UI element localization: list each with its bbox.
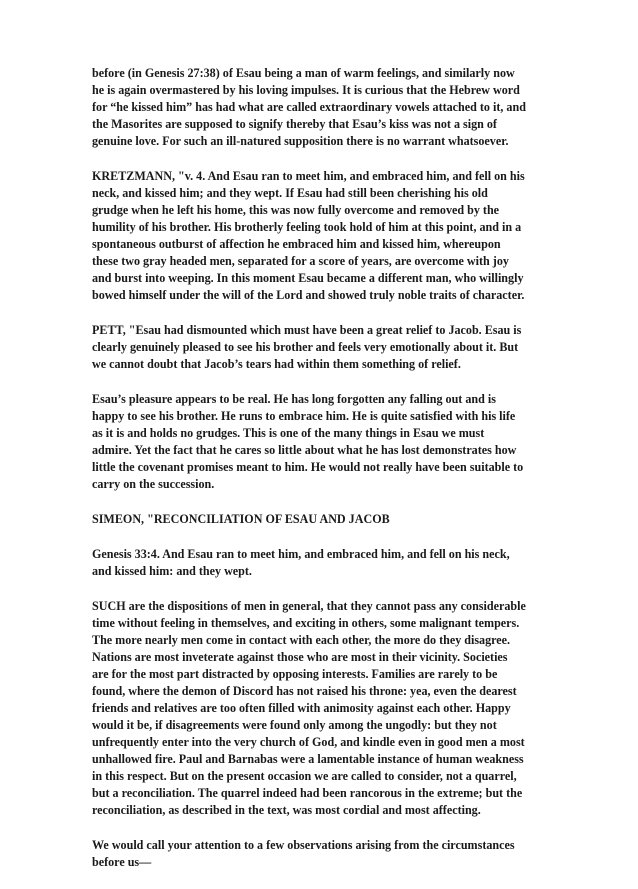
text-line: little the covenant promises meant to him. He would not really have been suitable to [92,460,524,474]
paragraph-kretzmann [92,168,546,304]
text-line: we cannot doubt that Jacob’s tears had within them something of relief. [92,357,461,371]
text-line: these two gray headed men, separated for a score of years, are overcome with joy [92,254,509,268]
text-line: found, where the demon of Discord has not raised his throne: yea, even the dearest [92,684,517,698]
text-line: he is again overmastered by his loving impulses. It is curious that the Hebrew word [92,83,520,97]
text-line: spontaneous outburst of affection he embraced him and kissed him, whereupon [92,237,501,251]
paragraph-moller-conclusion [92,65,546,150]
text-line: Genesis 33:4. And Esau ran to meet him, and embraced him, and fell on his neck, [92,547,510,561]
text-line: genuine love. For such an ill-natured supposition there is no warrant whatsoever. [92,134,509,148]
text-line: bowed himself under the will of the Lord and showed truly noble traits of character. [92,288,525,302]
text-line: unhallowed fire. Paul and Barnabas were a lamentable instance of human weakness [92,752,524,766]
section-heading-simeon [92,511,546,528]
text-line: are for the most part distracted by opposing interests. Families are rarely to be [92,667,498,681]
text-line: grudge when he left his home, this was now fully overcome and removed by the [92,203,500,217]
text-line: for “he kissed him” has had what are called extraordinary vowels attached to it, and [92,100,526,114]
text-line: but a reconciliation. The quarrel indeed had been rancorous in the extreme; but the [92,786,523,800]
text-line: and burst into weeping. In this moment Esau became a different man, who willingly [92,271,524,285]
text-line: KRETZMANN, "v. 4. And Esau ran to meet him, and embraced him, and fell on his [92,169,525,183]
paragraph-dispositions [92,598,546,819]
text-line: clearly genuinely pleased to see his brother and feels very emotionally about it. But [92,340,519,354]
text-line: the Masorites are supposed to signify thereby that Esau’s kiss was not a sign of [92,117,497,131]
text-line: time without feeling in themselves, and exciting in others, some malignant tempers. [92,616,520,630]
text-line: reconciliation, as described in the text, was most cordial and most affecting. [92,803,481,817]
paragraph-observations [92,837,546,871]
text-line: SIMEON, "RECONCILIATION OF ESAU AND JACOB [92,512,390,526]
text-line: before us— [92,855,152,869]
paragraph-scripture-verse [92,546,546,580]
text-line: admire. Yet the fact that he cares so little about what he has lost demonstrates how [92,443,517,457]
text-line: would it be, if disagreements were found only among the ungodly: but they not [92,718,497,732]
paragraph-esau-pleasure [92,391,546,493]
text-line: carry on the succession. [92,477,215,491]
text-line: friends and relatives are too often filled with animosity against each other. Happy [92,701,511,715]
document-page [92,65,546,889]
paragraph-pett [92,322,546,373]
text-line: happy to see his brother. He runs to embrace him. He is quite satisfied with his life [92,409,516,423]
text-line: before (in Genesis 27:38) of Esau being a man of warm feelings, and similarly now [92,66,515,80]
text-line: humility of his brother. His brotherly feeling took hold of him at this point, and in a [92,220,522,234]
text-line: PETT, "Esau had dismounted which must have been a great relief to Jacob. Esau is [92,323,522,337]
text-line: Esau’s pleasure appears to be real. He has long forgotten any falling out and is [92,392,496,406]
text-line: neck, and kissed him; and they wept. If Esau had still been cherishing his old [92,186,488,200]
text-line: The more nearly men come in contact with each other, the more do they disagree. [92,633,511,647]
text-line: and kissed him: and they wept. [92,564,252,578]
text-line: We would call your attention to a few observations arising from the circumstances [92,838,515,852]
text-line: in this respect. But on the present occasion we are called to consider, not a quarrel, [92,769,517,783]
text-line: as it is and holds no grudges. This is one of the many things in Esau we must [92,426,485,440]
text-line: unfrequently enter into the very church of God, and kindle even in good men a most [92,735,525,749]
text-line: SUCH are the dispositions of men in general, that they cannot pass any considerable [92,599,526,613]
text-line: Nations are most inveterate against those who are most in their vicinity. Societies [92,650,508,664]
